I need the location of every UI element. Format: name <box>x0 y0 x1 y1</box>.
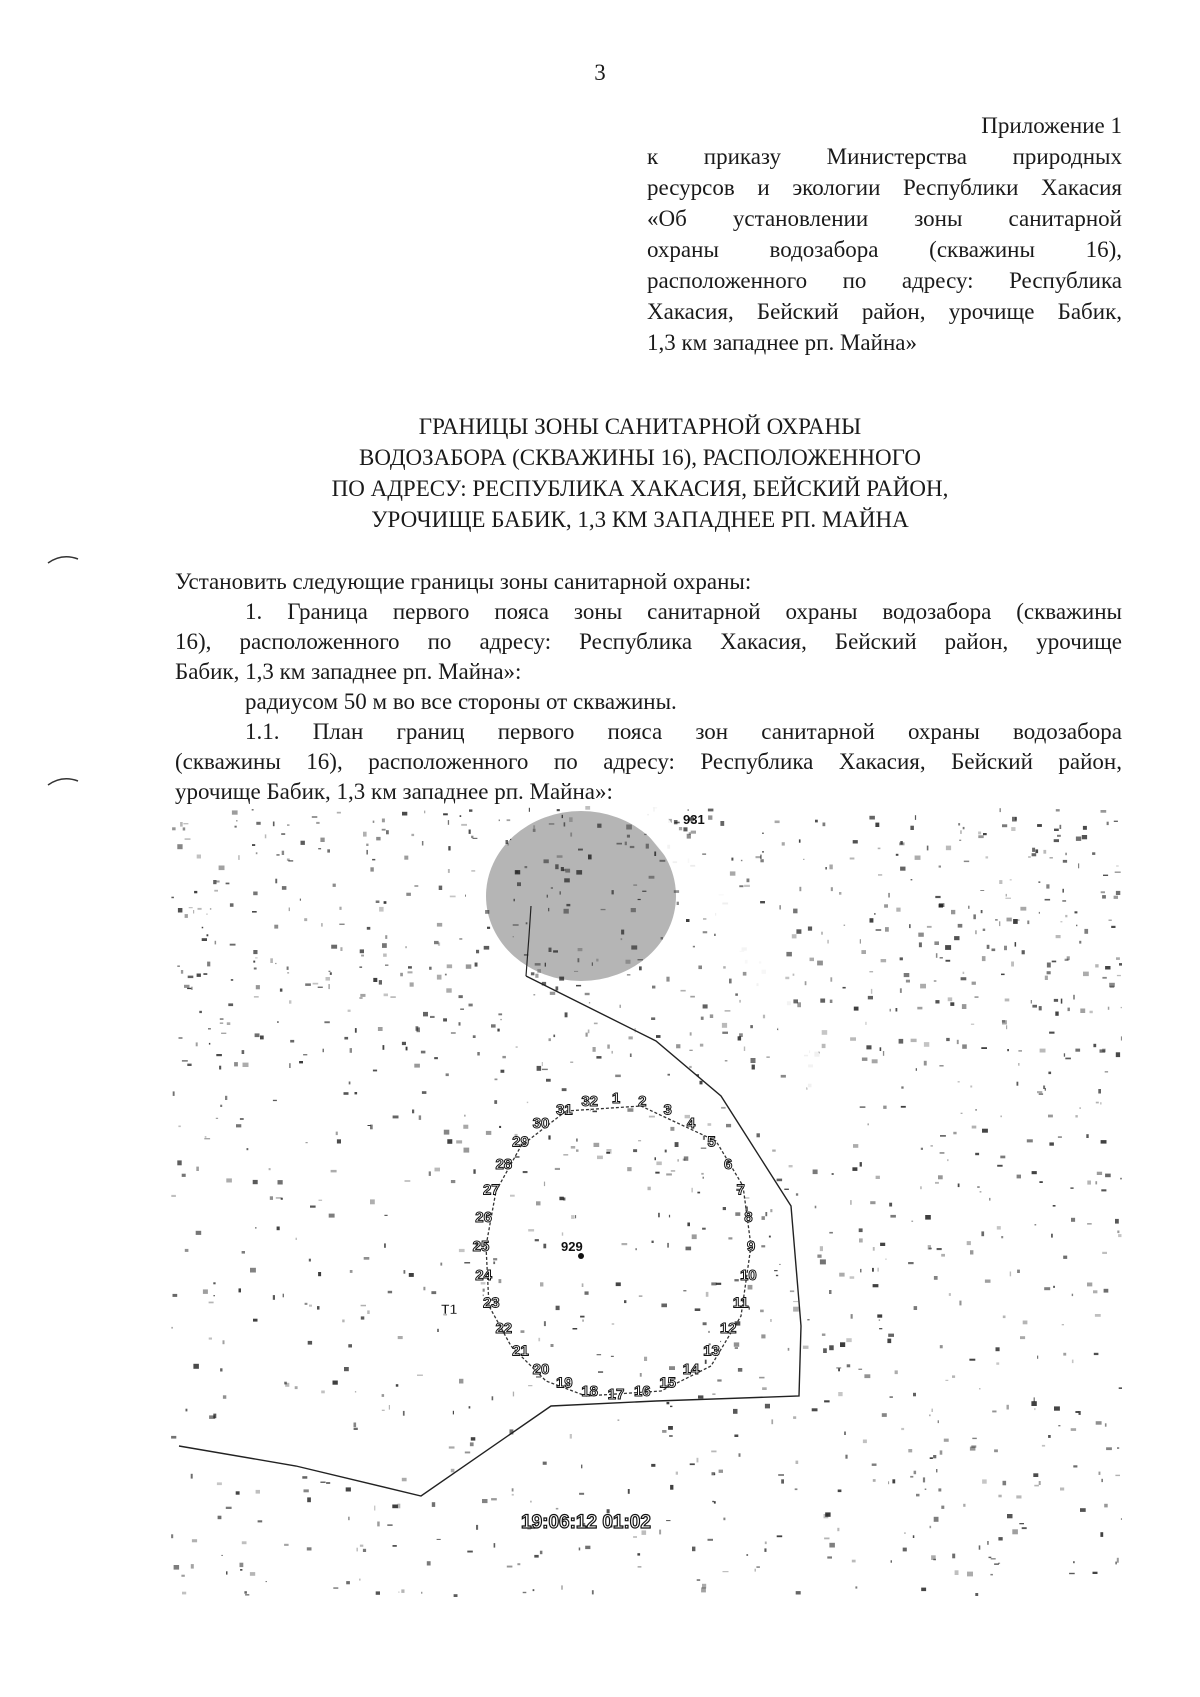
body-text <box>175 567 1122 807</box>
margin-mark <box>46 774 80 786</box>
boundary-point-label: 18 <box>581 1383 599 1401</box>
boundary-point-label: 3 <box>663 1101 672 1119</box>
boundary-map <box>171 806 1122 1597</box>
margin-mark <box>46 552 80 564</box>
boundary-point-label: 7 <box>736 1181 745 1199</box>
boundary-point-label: 6 <box>724 1155 733 1173</box>
heading-line: ГРАНИЦЫ ЗОНЫ САНИТАРНОЙ ОХРАНЫ <box>418 414 862 439</box>
boundary-point-label: 2 <box>638 1092 647 1110</box>
boundary-point-label: 30 <box>532 1114 550 1132</box>
document-heading <box>160 411 1120 535</box>
dark-area <box>486 811 676 981</box>
boundary-point-label: 4 <box>686 1114 696 1132</box>
item11-line: (скважины 16), расположенного по адресу: Республика Хакасия, Бейский район, <box>175 749 1122 774</box>
boundary-point-label: 10 <box>740 1266 757 1284</box>
well-label: 929 <box>561 1239 583 1254</box>
boundary-point-label: 32 <box>581 1092 599 1110</box>
appendix-title: Приложение 1 <box>981 113 1122 138</box>
appendix-line: «Об установлении зоны санитарной <box>647 206 1122 231</box>
map-svg <box>171 806 1122 1597</box>
timestamp-label: 19:06:12 01:02 <box>521 1512 651 1533</box>
boundary-point-label: 1 <box>611 1090 621 1107</box>
appendix-line: 1,3 км западнее рп. Майна» <box>647 330 917 355</box>
boundary-point-label: 27 <box>482 1181 500 1199</box>
boundary-point-label: 9 <box>746 1238 756 1255</box>
boundary-point-label: 14 <box>682 1361 700 1379</box>
item1-line: Бабик, 1,3 км западнее рп. Майна»: <box>175 659 522 684</box>
boundary-point-label: 12 <box>719 1320 737 1338</box>
boundary-point-label: 28 <box>495 1155 513 1173</box>
item1-line: 1. Граница первого пояса зоны санитарной охраны водозабора (скважины <box>245 599 1122 624</box>
boundary-point-label: 25 <box>472 1238 490 1255</box>
boundary-point-label: 31 <box>555 1101 573 1119</box>
boundary-point-label: 20 <box>532 1361 550 1379</box>
page-number: 3 <box>594 60 606 85</box>
item1-line: 16), расположенного по адресу: Республика Хакасия, Бейский район, урочище <box>175 629 1122 654</box>
boundary-point-label: 11 <box>732 1294 749 1312</box>
item11-line: 1.1. План границ первого пояса зон санитарной охраны водозабора <box>245 719 1122 744</box>
boundary-point-label: 22 <box>495 1320 513 1338</box>
appendix-block <box>647 110 1122 358</box>
boundary-point-label: 21 <box>512 1342 529 1360</box>
boundary-point-label: 23 <box>482 1294 500 1312</box>
heading-line: ВОДОЗАБОРА (СКВАЖИНЫ 16), РАСПОЛОЖЕННОГО <box>359 445 921 470</box>
heading-line: ПО АДРЕСУ: РЕСПУБЛИКА ХАКАСИЯ, БЕЙСКИЙ РАЙОН, <box>331 476 949 501</box>
appendix-line: ресурсов и экологии Республики Хакасия <box>647 175 1122 200</box>
side-label: Т1 <box>441 1301 458 1317</box>
appendix-line: к приказу Министерства природных <box>647 144 1122 169</box>
boundary-point-label: 29 <box>512 1133 529 1151</box>
appendix-line: расположенного по адресу: Республика <box>647 268 1122 293</box>
boundary-point-label: 5 <box>707 1133 716 1151</box>
boundary-point-label: 17 <box>607 1386 625 1403</box>
boundary-point-label: 8 <box>744 1209 753 1227</box>
appendix-line: Хакасия, Бейский район, урочище Бабик, <box>647 299 1122 324</box>
intro-paragraph: Установить следующие границы зоны санитарной охраны: <box>175 569 752 594</box>
boundary-point-label: 26 <box>475 1209 492 1227</box>
item11-line: урочище Бабик, 1,3 км западнее рп. Майна»: <box>175 779 613 804</box>
radius-paragraph: радиусом 50 м во все стороны от скважины. <box>245 689 677 714</box>
top-label: 931 <box>683 812 705 827</box>
boundary-point-label: 15 <box>659 1374 677 1392</box>
boundary-point-label: 16 <box>633 1383 651 1401</box>
boundary-point-label: 19 <box>555 1374 573 1392</box>
heading-line: УРОЧИЩЕ БАБИК, 1,3 КМ ЗАПАДНЕЕ РП. МАЙНА <box>371 507 909 532</box>
appendix-line: охраны водозабора (скважины 16), <box>647 237 1122 262</box>
boundary-point-label: 13 <box>703 1342 720 1360</box>
boundary-point-label: 24 <box>475 1266 492 1284</box>
